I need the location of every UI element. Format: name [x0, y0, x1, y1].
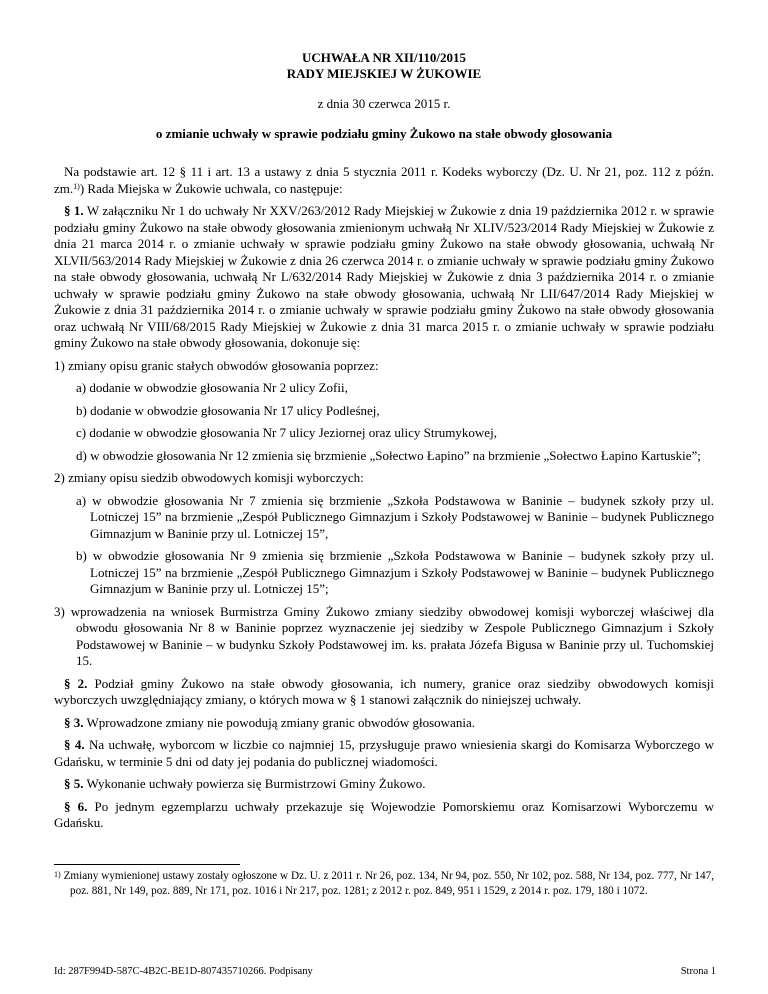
point-1-d: d) w obwodzie głosowania Nr 12 zmienia się brzmienie „Sołectwo Łapino” na brzmienie „Sołectwo Łapino Kartuskie”;: [76, 447, 701, 463]
point-1-b: b) dodanie w obwodzie głosowania Nr 17 ulicy Podleśnej,: [76, 402, 380, 418]
page-number: Strona 1: [680, 966, 716, 977]
point-1: 1) zmiany opisu granic stałych obwodów głosowania poprzez:: [54, 357, 379, 373]
resolution-subject: o zmianie uchwały w sprawie podziału gminy Żukowo na stałe obwody głosowania: [155, 126, 613, 141]
document-id: Id: 287F994D-587C-4B2C-BE1D-807435710266. Podpisany: [54, 966, 313, 977]
resolution-date: z dnia 30 czerwca 2015 r.: [317, 96, 451, 111]
preamble: Na podstawie art. 12 § 11 i art. 13 a ustawy z dnia 5 stycznia 2011 r. Kodeks wyborczy (Dz. U. Nr 21, poz. 112 z późn. zm.$^{1)}$) Rada Miejska w Żukowie uchwala, co następuje:: [54, 164, 714, 196]
section-1: § 1. W załączniku Nr 1 do uchwały Nr XXV/263/2012 Rady Miejskiej w Żukowie z dnia 19 października 2012 r. w sprawie podziału gminy Żukowo na stałe obwody głosowania zmienionym uchwałą Nr XLIV/523/2014 Rady Miejskiej w Żukowie z dnia 21 marca 2014 r. o zmianie uchwały w sprawie podziału gminy Żukowo na stałe obwody głosowania, uchwałą Nr XLVII/563/2014 Rady Miejskiej w Żukowie z dnia 26 czerwca 2014 r. o zmianie uchwały w sprawie podziału gminy Żukowo na stałe obwody głosowania, uchwałą Nr L/632/2014 Rady Miejskiej w Żukowie z dnia 3 października 2014 r. o zmianie uchwały w sprawie podziału gminy Żukowo na stałe obwody głosowania, uchwałą Nr LII/647/2014 Rady Miejskiej w Żukowie z dnia 31 października 2014 r. o zmianie uchwały w sprawie podziału gminy Żukowo na stałe obwody głosowania oraz uchwałą Nr VIII/68/2015 Rady Miejskiej w Żukowie z dnia 31 marca 2015 r. o zmianie uchwały w sprawie podziału gminy Żukowo na stałe obwody głosowania, dokonuje się:: [54, 203, 714, 350]
section-2: § 2. Podział gminy Żukowo na stałe obwody głosowania, ich numery, granice oraz siedziby obwodowych komisji wyborczych uwzględniający zmiany, o których mowa w § 1 stanowi załącznik do niniejszej uchwały.: [54, 675, 715, 707]
footnote-ref: 1): [73, 181, 80, 191]
point-2: 2) zmiany opisu siedzib obwodowych komisji wyborczych:: [54, 470, 364, 485]
point-3: 3) wprowadzenia na wniosek Burmistrza Gminy Żukowo zmiany siedziby obwodowej komisji wyborczej właściwej dla obwodu głosowania Nr 8 w Baninie poprzez wyznaczenie jej siedziby w Zespole Publicznego Gimnazjum i Szkoły Podstawowej w Baninie – w budynku Szkoły Podstawowej im. ks. prałata Józefa Bigusa w Baninie przy ul. Tuchomskiej 15.: [54, 603, 714, 668]
document-body: [54, 164, 714, 832]
section-6: § 6. Po jednym egzemplarzu uchwały przekazuje się Wojewodzie Pomorskiemu oraz Komisarzowi Wyborczemu w Gdańsku.: [54, 798, 714, 830]
point-1-a: a) dodanie w obwodzie głosowania Nr 2 ulicy Zofii,: [76, 380, 348, 395]
section-5: § 5. Wykonanie uchwały powierza się Burmistrzowi Gminy Żukowo.: [64, 776, 426, 791]
footnote: $^{1)}$ Zmiany wymienionej ustawy zostały ogłoszone w Dz. U. z 2011 r. Nr 26, poz. 134, Nr 94, poz. 550, Nr 102, poz. 588, Nr 134, poz. 777, Nr 147, poz. 881, Nr 149, poz. 889, Nr 171, poz. 1016 i Nr 217, poz. 1281; z 2012 r. poz. 849, 951 i 1529, z 2014 r. poz. 179, 180 i 1072.: [54, 870, 714, 897]
footnote-marker: 1): [54, 870, 61, 879]
footnote-divider: [54, 864, 240, 865]
point-2-a: a) w obwodzie głosowania Nr 7 zmienia się brzmienie „Szkoła Podstawowa w Baninie – budynek szkoły przy ul. Lotniczej 15” na brzmienie „Zespół Publicznego Gimnazjum i Szkoły Podstawowej w Baninie – budynek Publicznego Gimnazjum w Baninie przy ul. Lotniczej 15”,: [76, 492, 714, 541]
council-name: RADY MIEJSKIEJ W ŻUKOWIE: [286, 66, 482, 81]
point-2-b: b) w obwodzie głosowania Nr 9 zmienia się brzmienie „Szkoła Podstawowa w Baninie – budynek szkoły przy ul. Lotniczej 15” na brzmienie „Zespół Publicznego Gimnazjum i Szkoły Podstawowej w Baninie – budynek Publicznego Gimnazjum w Baninie przy ul. Lotniczej 15”;: [76, 548, 714, 596]
resolution-number: UCHWAŁA NR XII/110/2015: [302, 50, 466, 65]
point-1-c: c) dodanie w obwodzie głosowania Nr 7 ulicy Jeziornej oraz ulicy Strumykowej,: [76, 425, 497, 440]
section-4: § 4. Na uchwałę, wyborcom w liczbie co najmniej 15, przysługuje prawo wniesienia skargi do Komisarza Wyborczego w Gdańsku, w terminie 5 dni od daty jej podania do publicznej wiadomości.: [54, 737, 715, 769]
section-3: § 3. Wprowadzone zmiany nie powodują zmiany granic obwodów głosowania.: [64, 714, 475, 730]
